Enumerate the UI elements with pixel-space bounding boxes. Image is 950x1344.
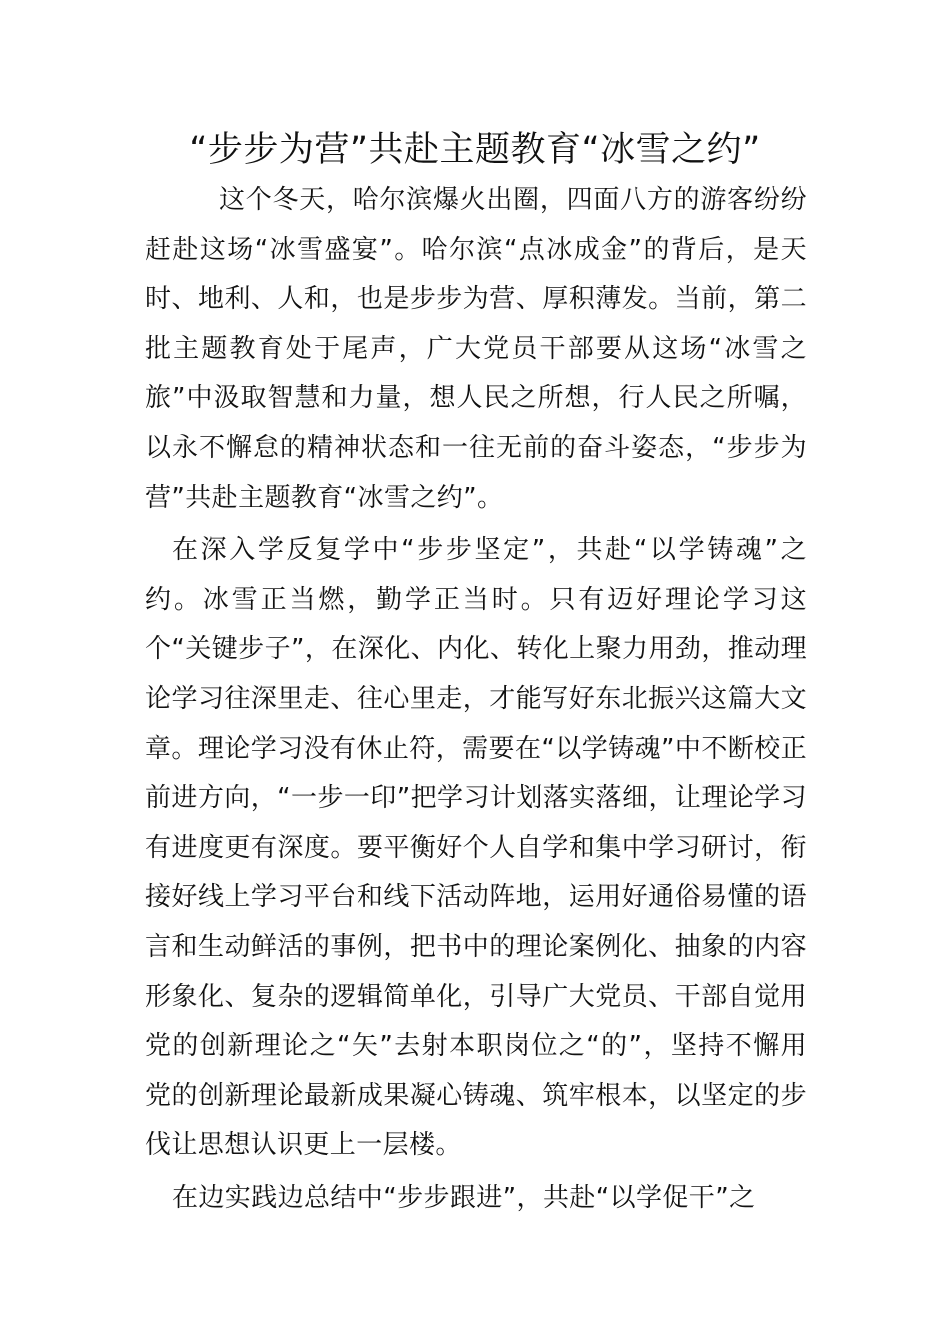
paragraph-1: 这个冬天，哈尔滨爆火出圈，四面八方的游客纷纷赶赴这场“冰雪盛宴”。哈尔滨“点冰成金”的背后，是天时、地利、人和，也是步步为营、厚积薄发。当前，第二批主题教育处于尾声，广大党员干部要从这场“冰雪之旅”中汲取智慧和力量，想人民之所想，行人民之所嘱，以永不懈怠的精神状态和一往无前的奋斗姿态，“步步为营”共赴主题教育“冰雪之约”。 [145, 185, 807, 513]
paragraph-3: 在边实践边总结中“步步跟进”，共赴“以学促干”之 [172, 1182, 756, 1213]
document-title: “步步为营”共赴主题教育“冰雪之约” [189, 130, 761, 170]
document-body [145, 176, 807, 1223]
paragraph-2: 在深入学反复学中“步步坚定”，共赴“以学铸魂”之约。冰雪正当燃，勤学正当时。只有迈好理论学习这个“关键步子”，在深化、内化、转化上聚力用劲，推动理论学习往深里走、往心里走，才能写好东北振兴这篇大文章。理论学习没有休止符，需要在“以学铸魂”中不断校正前进方向，“一步一印”把学习计划落实落细，让理论学习有进度更有深度。要平衡好个人自学和集中学习研讨，衔接好线上学习平台和线下活动阵地，运用好通俗易懂的语言和生动鲜活的事例，把书中的理论案例化、抽象的内容形象化、复杂的逻辑简单化，引导广大党员、干部自觉用党的创新理论之“矢”去射本职岗位之“的”，坚持不懈用党的创新理论最新成果凝心铸魂、筑牢根本，以坚定的步伐让思想认识更上一层楼。 [145, 535, 807, 1161]
